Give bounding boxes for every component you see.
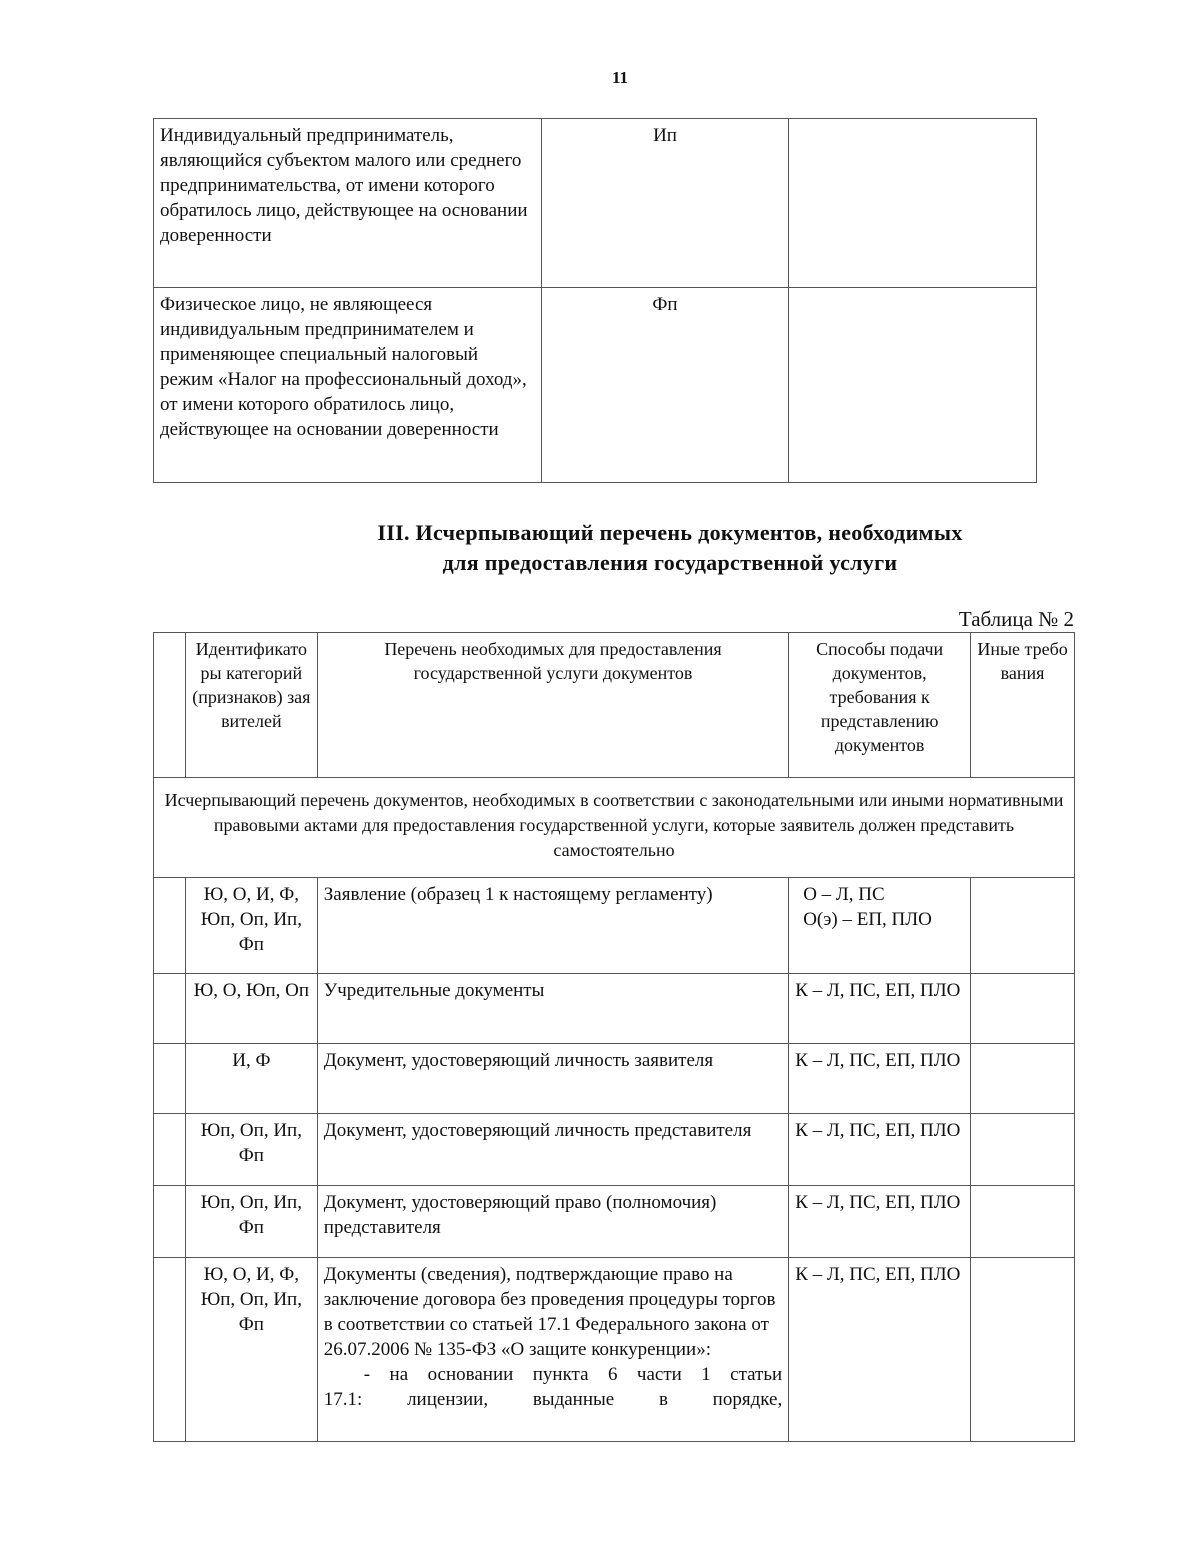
table-row — [154, 119, 1037, 288]
table-row — [154, 288, 1037, 483]
table-row — [154, 1258, 1075, 1442]
document-name: Заявление (образец 1 к настоящему регламенту) — [317, 878, 788, 974]
applicant-ids: Юп, Оп, Ип, Фп — [185, 1114, 317, 1186]
submission-method: К – Л, ПС, ЕП, ПЛО — [789, 1258, 971, 1442]
header-submission-methods: Способы подачи документов, требования к представлению документов — [789, 633, 971, 778]
document-text-line: - на основании пункта 6 части 1 статьи — [363, 1364, 783, 1385]
document-name: Учредительные документы — [317, 974, 788, 1044]
table-row — [154, 878, 1075, 974]
category-note — [789, 288, 1037, 483]
table-span-row — [154, 778, 1075, 878]
header-applicant-ids: Идентификаторы категорий (признаков) заявителей — [185, 633, 317, 778]
submission-method: К – Л, ПС, ЕП, ПЛО — [789, 1114, 971, 1186]
row-number-cell — [154, 1044, 186, 1114]
submission-method: К – Л, ПС, ЕП, ПЛО — [789, 1186, 971, 1258]
submission-method: О – Л, ПС О(э) – ЕП, ПЛО — [789, 878, 971, 974]
applicant-categories-table-continued — [153, 118, 1037, 483]
applicant-ids: Юп, Оп, Ип, Фп — [185, 1186, 317, 1258]
row-number-cell — [154, 1186, 186, 1258]
submission-method: К – Л, ПС, ЕП, ПЛО — [789, 974, 971, 1044]
other-requirements — [971, 1044, 1075, 1114]
table-row — [154, 1114, 1075, 1186]
document-name: Документ, удостоверяющий личность заявителя — [317, 1044, 788, 1114]
document-name: Документ, удостоверяющий право (полномочия) представителя — [317, 1186, 788, 1258]
row-number-cell — [154, 633, 186, 778]
header-documents: Перечень необходимых для предоставления государственной услуги документов — [317, 633, 788, 778]
table-row — [154, 1044, 1075, 1114]
other-requirements — [971, 974, 1075, 1044]
applicant-ids: Ю, О, И, Ф, Юп, Оп, Ип, Фп — [185, 878, 317, 974]
section-heading-line: для предоставления государственной услуги — [442, 550, 898, 575]
other-requirements — [971, 1258, 1075, 1442]
row-number-cell — [154, 974, 186, 1044]
other-requirements — [971, 1186, 1075, 1258]
category-code: Фп — [541, 288, 789, 483]
section-heading-line: III. Исчерпывающий перечень документов, необходимых — [377, 520, 963, 545]
other-requirements — [971, 1114, 1075, 1186]
row-number-cell — [154, 878, 186, 974]
category-description: Физическое лицо, не являющееся индивидуальным предпринимателем и применяющее специальный налоговый режим «Налог на профессиональный доход», от имени которого обратилось лицо, действующее на основании доверенности — [154, 288, 542, 483]
document-text-line: 17.1: лицензии, выданные в порядке, — [323, 1389, 783, 1410]
table-row — [154, 1186, 1075, 1258]
category-note — [789, 119, 1037, 288]
header-other-requirements: Иные требования — [971, 633, 1075, 778]
table-header-row — [154, 633, 1075, 778]
document-name: Документ, удостоверяющий личность представителя — [317, 1114, 788, 1186]
exhaustive-list-note: Исчерпывающий перечень документов, необходимых в соответствии с законодательными или иными нормативными правовыми актами для предоставления государственной услуги, которые заявитель должен представить самостоятельно — [154, 778, 1075, 878]
document-text: Документы (сведения), подтверждающие право на заключение договора без проведения процедуры торгов в соответствии со статьей 17.1 Федерального закона от 26.07.2006 № 135-ФЗ «О защите конкуренции»: — [323, 1264, 776, 1360]
row-number-cell — [154, 1114, 186, 1186]
category-description: Индивидуальный предприниматель, являющийся субъектом малого или среднего предпринимательства, от имени которого обратилось лицо, действующее на основании доверенности — [154, 119, 542, 288]
submission-method: К – Л, ПС, ЕП, ПЛО — [789, 1044, 971, 1114]
table-row — [154, 974, 1075, 1044]
applicant-ids: Ю, О, Юп, Оп — [185, 974, 317, 1044]
applicant-ids: И, Ф — [185, 1044, 317, 1114]
section-heading — [280, 518, 1060, 578]
row-number-cell — [154, 1258, 186, 1442]
documents-table — [153, 632, 1075, 1442]
applicant-ids: Ю, О, И, Ф, Юп, Оп, Ип, Фп — [185, 1258, 317, 1442]
page-number: 11 — [611, 68, 629, 87]
document-name — [317, 1258, 788, 1442]
other-requirements — [971, 878, 1075, 974]
category-code: Ип — [541, 119, 789, 288]
table-label: Таблица № 2 — [958, 607, 1074, 631]
